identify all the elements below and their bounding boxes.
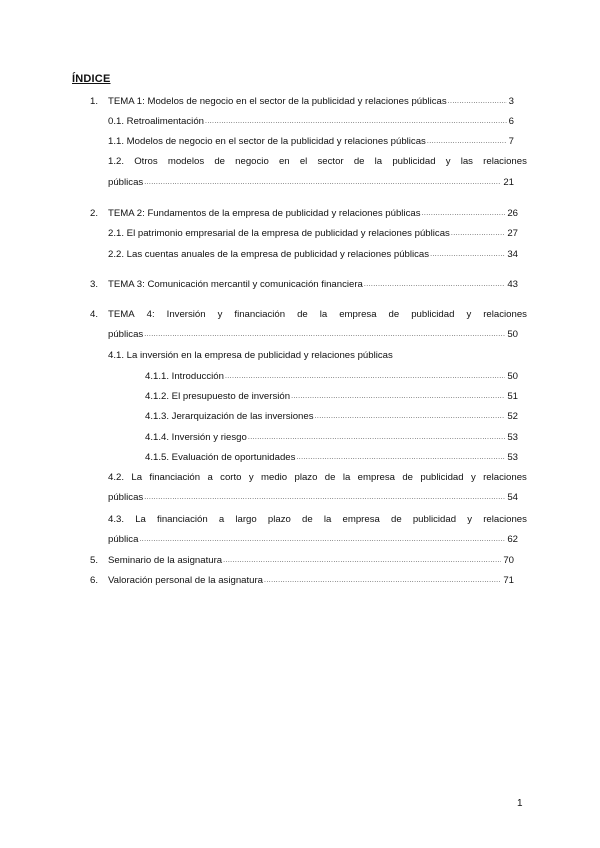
toc-entry-page: 21 — [503, 177, 514, 188]
word: la — [319, 309, 328, 320]
toc-entry-text: Valoración personal de la asignatura — [108, 575, 264, 586]
toc-entry-text: TEMA 2: Fundamentos de la empresa de publicidad y relaciones públicas — [108, 208, 421, 219]
entry-number: 4. — [90, 309, 99, 320]
word: financiación — [149, 472, 201, 483]
word: las — [460, 156, 473, 167]
dot-leader — [451, 229, 505, 239]
word: y — [248, 472, 254, 483]
word: relaciones — [483, 472, 527, 483]
word: a — [218, 514, 225, 525]
word: sector — [317, 156, 344, 167]
toc-entry-page: 26 — [507, 208, 518, 219]
word: empresa — [357, 472, 395, 483]
toc-entry-1-2-line2[interactable] — [108, 176, 514, 190]
word: la — [374, 156, 383, 167]
toc-entry-page: 7 — [508, 136, 514, 147]
toc-entry-page: 62 — [507, 534, 518, 545]
word: la — [323, 514, 332, 525]
word: medio — [261, 472, 288, 483]
toc-entry-0-1[interactable] — [108, 115, 514, 129]
dot-leader — [225, 372, 505, 382]
toc-entry-seminario[interactable] — [108, 554, 514, 568]
toc-entry-valoracion[interactable] — [108, 574, 514, 588]
dot-leader — [448, 97, 507, 107]
word: y — [467, 514, 473, 525]
toc-entry-page: 52 — [507, 411, 518, 422]
toc-entry-text: 4.1.5. Evaluación de oportunidades — [145, 452, 296, 463]
toc-entry-page: 70 — [503, 555, 514, 566]
word: relaciones — [483, 514, 527, 525]
toc-entry-page: 43 — [507, 279, 518, 290]
word: 4.3. — [108, 514, 125, 525]
word: relaciones — [483, 156, 527, 167]
entry-number: 1. — [90, 96, 99, 107]
dot-leader — [296, 453, 505, 463]
word: relaciones — [483, 309, 527, 320]
toc-entry-text: 4.1.3. Jerarquización de las inversiones — [145, 411, 314, 422]
word: y — [217, 309, 223, 320]
entry-number: 6. — [90, 575, 99, 586]
toc-entry-page: 27 — [507, 228, 518, 239]
dot-leader — [422, 209, 506, 219]
toc-entry-2-2[interactable] — [108, 248, 518, 262]
toc-entry-page: 54 — [507, 492, 518, 503]
toc-entry-page: 51 — [507, 391, 518, 402]
toc-entry-text: 4.1.2. El presupuesto de inversión — [145, 391, 291, 402]
toc-entry-tema-4-line1[interactable] — [108, 308, 527, 322]
word: de — [302, 514, 313, 525]
toc-entry-1-1[interactable] — [108, 135, 514, 149]
toc-entry-text: 1.1. Modelos de negocio en el sector de la publicidad y relaciones públicas — [108, 136, 426, 147]
dot-leader — [427, 137, 507, 147]
dot-leader — [144, 178, 501, 188]
word: publicidad — [420, 472, 464, 483]
word: largo — [235, 514, 257, 525]
word: negocio — [235, 156, 269, 167]
word: publicidad — [412, 514, 457, 525]
dot-leader — [144, 330, 505, 340]
word: Otros — [134, 156, 158, 167]
toc-entry-4-3-line2[interactable] — [108, 533, 518, 547]
word: de — [297, 309, 308, 320]
toc-entry-page: 50 — [507, 329, 518, 340]
toc-entry-text: 4.1.4. Inversión y riesgo — [145, 432, 247, 443]
word: publicidad — [411, 309, 455, 320]
word: de — [391, 514, 402, 525]
word: publicidad — [392, 156, 436, 167]
toc-entry-text: públicas — [108, 492, 144, 503]
dot-leader — [430, 250, 505, 260]
word: empresa — [342, 514, 380, 525]
toc-entry-page: 53 — [507, 452, 518, 463]
toc-entry-4-2-line1[interactable] — [108, 471, 527, 485]
toc-entry-page: 3 — [508, 96, 514, 107]
word: empresa — [339, 309, 377, 320]
toc-entry-text: TEMA 1: Modelos de negocio en el sector de la publicidad y relaciones públicas — [108, 96, 447, 107]
toc-entry-page: 53 — [507, 432, 518, 443]
toc-entry-text: 4.1.1. Introducción — [145, 371, 224, 382]
word: en — [278, 156, 290, 167]
word: 4.2. — [108, 472, 125, 483]
toc-entry-4-1-4[interactable] — [145, 431, 518, 445]
word: de — [353, 156, 365, 167]
word: de — [388, 309, 400, 320]
word: y — [445, 156, 451, 167]
dot-leader — [264, 576, 501, 586]
word: corto — [220, 472, 242, 483]
word: financiación — [157, 514, 208, 525]
dot-leader — [223, 556, 501, 566]
toc-entry-4-1-1[interactable] — [145, 370, 518, 384]
toc-entry-tema-1[interactable] — [108, 95, 514, 109]
toc-entry-tema-3[interactable] — [108, 278, 518, 292]
toc-entry-4-2-line2[interactable] — [108, 491, 518, 505]
word: y — [470, 472, 476, 483]
toc-entry-4-1-5[interactable] — [145, 451, 518, 465]
toc-entry-page: 71 — [503, 575, 514, 586]
word: a — [207, 472, 213, 483]
dot-leader — [364, 280, 505, 290]
toc-entry-text: 2.1. El patrimonio empresarial de la empresa de publicidad y relaciones públicas — [108, 228, 450, 239]
toc-entry-2-1[interactable] — [108, 227, 518, 241]
word: modelos — [167, 156, 205, 167]
toc-entry-page: 6 — [508, 116, 514, 127]
word: TEMA — [108, 309, 135, 320]
dot-leader — [248, 433, 505, 443]
word: financiación — [234, 309, 286, 320]
word: de — [402, 472, 414, 483]
toc-entry-page: 34 — [507, 249, 518, 260]
toc-entry-4-1-3[interactable] — [145, 410, 518, 424]
word: La — [135, 514, 146, 525]
page-number: 1 — [517, 798, 523, 809]
dot-leader — [144, 493, 505, 503]
entry-number: 2. — [90, 208, 99, 219]
word: y — [466, 309, 472, 320]
toc-entry-text: 2.2. Las cuentas anuales de la empresa de publicidad y relaciones públicas — [108, 249, 430, 260]
word: de — [214, 156, 225, 167]
toc-entry-page: 50 — [507, 371, 518, 382]
toc-entry-4-3-line1[interactable] — [108, 513, 527, 527]
dot-leader — [205, 117, 507, 127]
toc-entry-4-1-2[interactable] — [145, 390, 518, 404]
toc-entry-text: 0.1. Retroalimentación — [108, 116, 204, 127]
entry-number: 3. — [90, 279, 99, 290]
index-title: ÍNDICE — [72, 73, 111, 85]
word: La — [131, 472, 143, 483]
dot-leader — [315, 412, 506, 422]
toc-entry-text: Seminario de la asignatura — [108, 555, 223, 566]
word: 1.2. — [108, 156, 125, 167]
word: plazo — [294, 472, 318, 483]
word: 4: — [146, 309, 155, 320]
word: la — [342, 472, 351, 483]
word: el — [299, 156, 308, 167]
dot-leader — [291, 392, 505, 402]
word: de — [324, 472, 336, 483]
toc-entry-text: 4.1. La inversión en la empresa de publicidad y relaciones públicas — [108, 350, 393, 361]
toc-entry-tema-2[interactable] — [108, 207, 518, 221]
word: plazo — [267, 514, 291, 525]
toc-entry-4-1[interactable] — [108, 349, 518, 363]
toc-entry-tema-4-line2[interactable] — [108, 328, 518, 342]
toc-entry-1-2-line1[interactable] — [108, 155, 527, 169]
dot-leader — [139, 535, 505, 545]
toc-entry-text: públicas — [108, 329, 144, 340]
word: Inversión — [166, 309, 206, 320]
entry-number: 5. — [90, 555, 99, 566]
toc-entry-text: pública — [108, 534, 139, 545]
toc-entry-text: públicas — [108, 177, 144, 188]
toc-entry-text: TEMA 3: Comunicación mercantil y comunicación financiera — [108, 279, 363, 290]
